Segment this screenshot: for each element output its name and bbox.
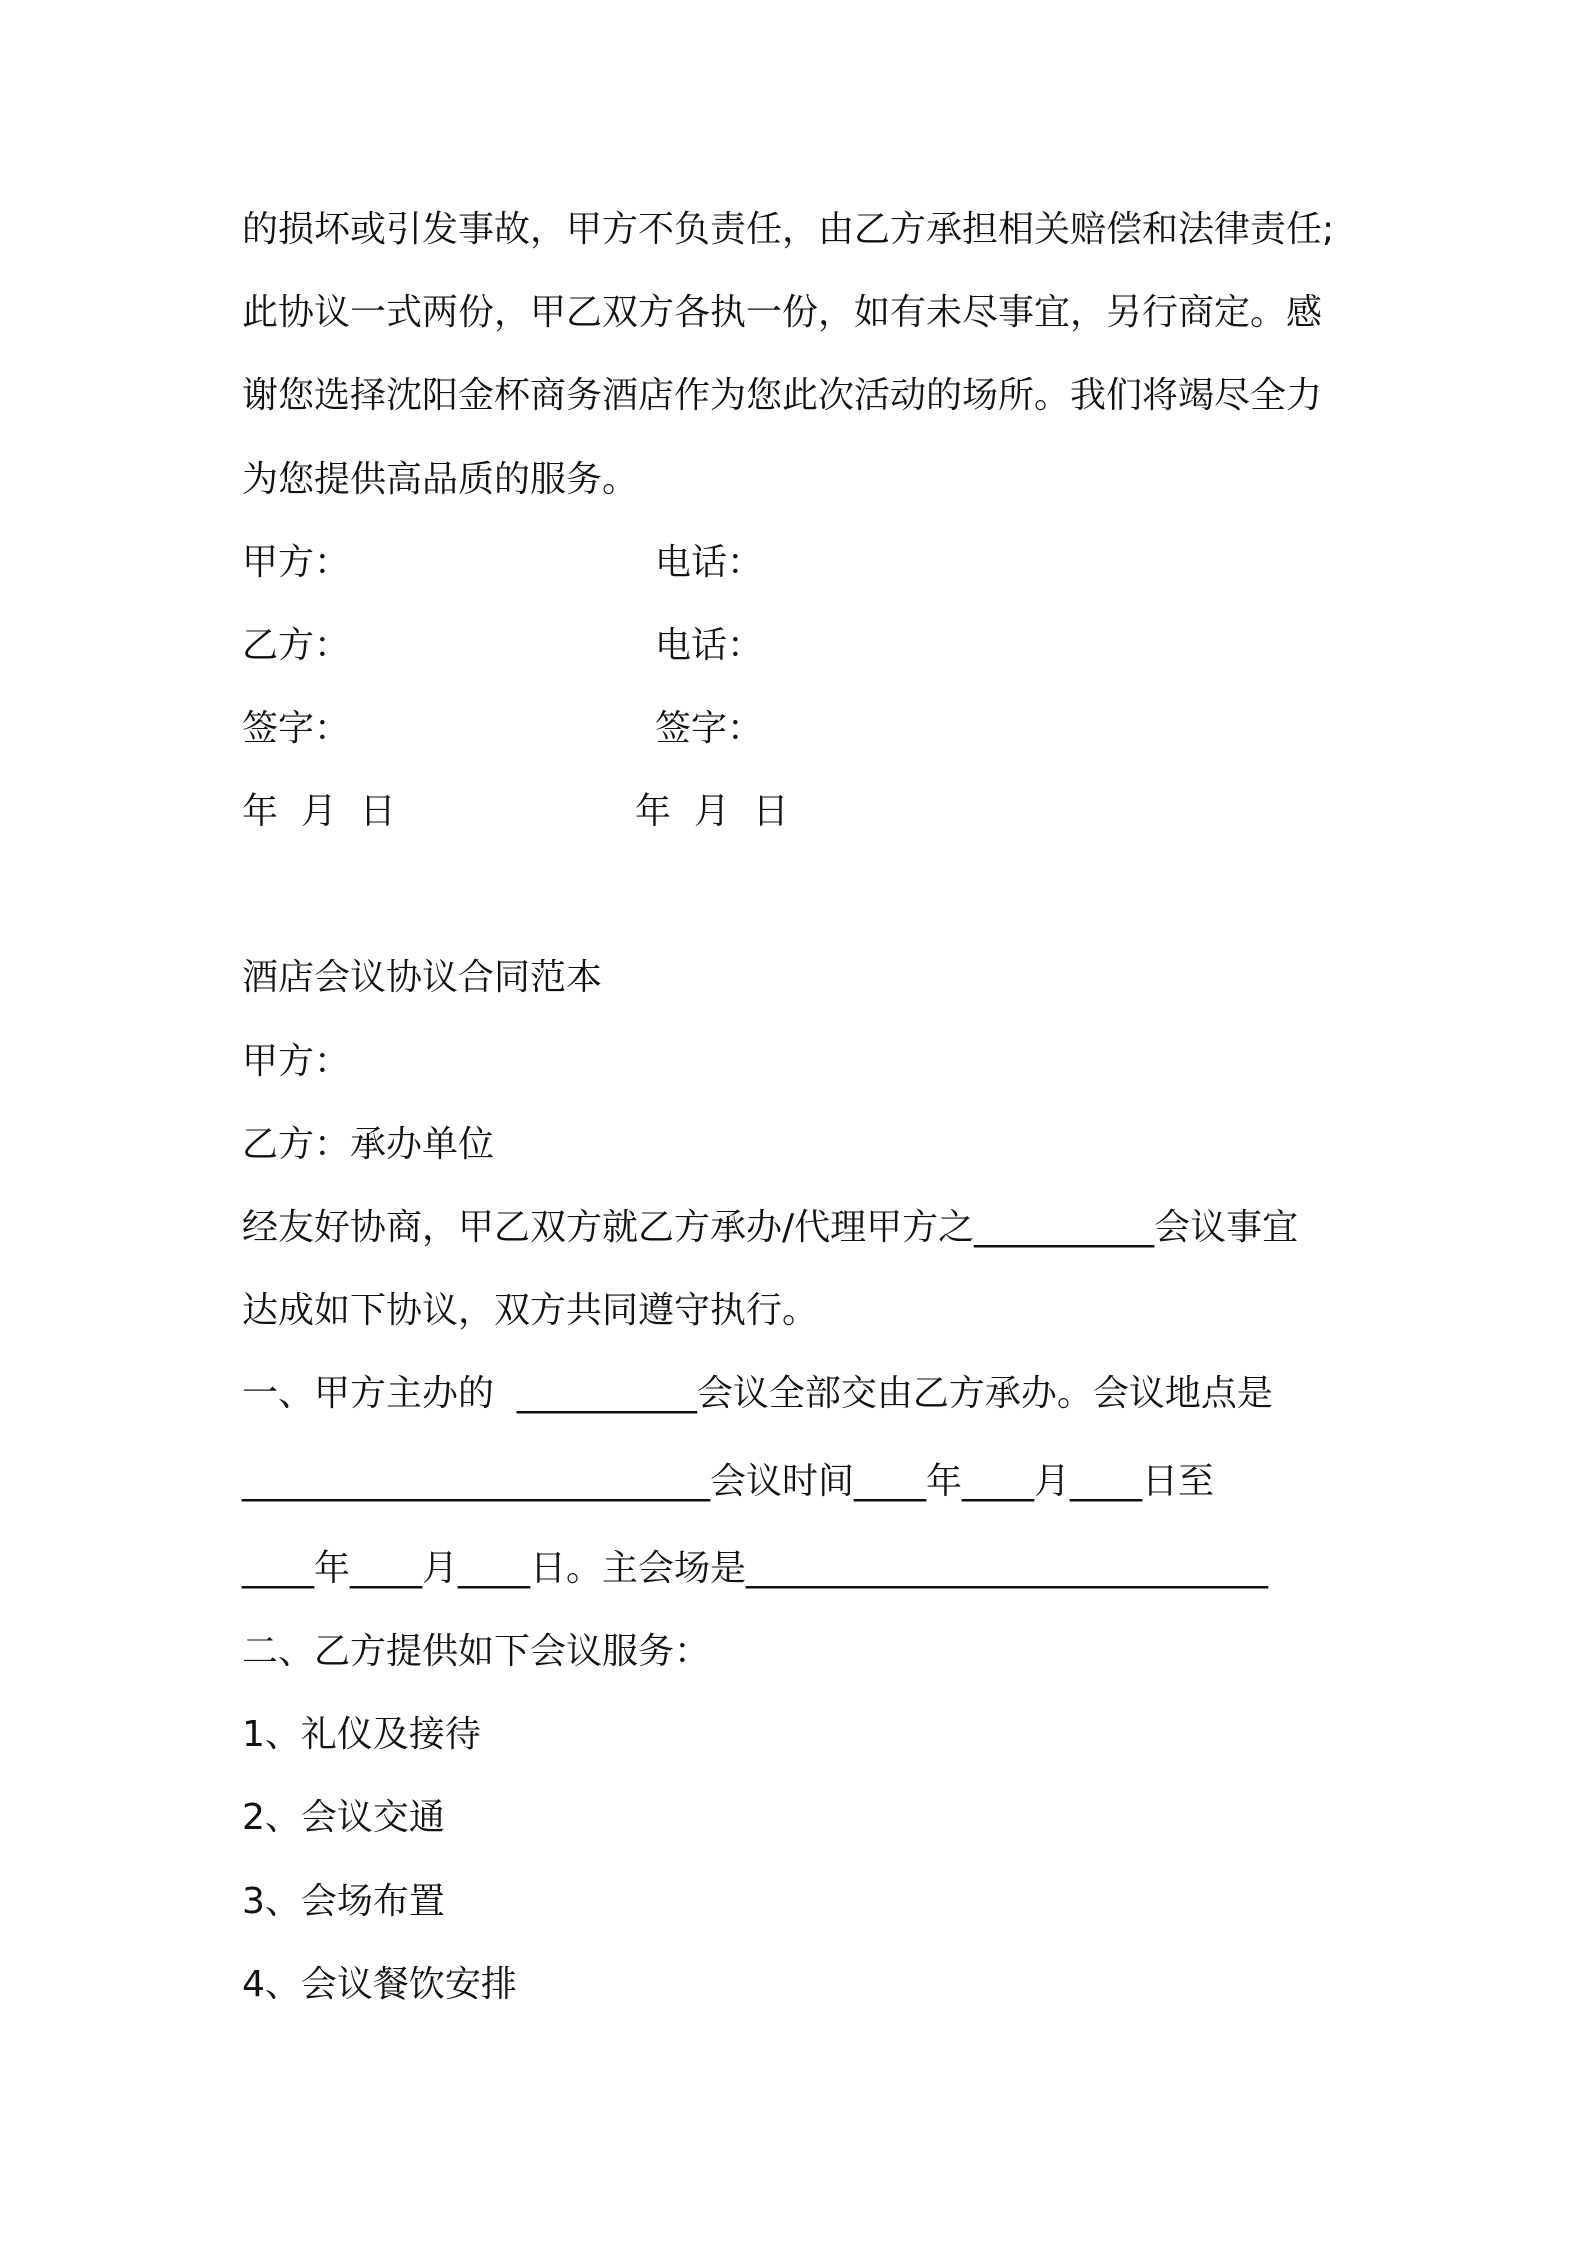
- contract-party-b: 乙方：承办单位: [242, 1124, 495, 1165]
- contract-party-a: 甲方：: [242, 1041, 351, 1082]
- contract-title: 酒店会议协议合同范本: [242, 957, 603, 998]
- signature-date-left: 年 月 日: [242, 791, 396, 832]
- contract-intro-line-1: 经友好协商，甲乙双方就乙方承办/代理甲方之__________会议事宜: [242, 1207, 1299, 1248]
- signature-party-a: 甲方：: [242, 542, 351, 583]
- signature-date-right: 年 月 日: [635, 791, 789, 832]
- service-item-1: 1、礼仪及接待: [242, 1714, 481, 1755]
- service-item-4: 4、会议餐饮安排: [242, 1964, 517, 2005]
- clause-1-line-1: 一、甲方主办的 __________会议全部交由乙方承办。会议地点是: [242, 1373, 1273, 1414]
- signature-sign-left: 签字：: [242, 708, 351, 749]
- service-item-3: 3、会场布置: [242, 1881, 445, 1922]
- clause-1-line-2: __________________________会议时间____年____月____日至: [242, 1461, 1215, 1502]
- clause-1-line-3: ____年____月____日。主会场是_____________________________: [242, 1548, 1269, 1589]
- continuation-line-2: 此协议一式两份，甲乙双方各执一份，如有未尽事宜，另行商定。感: [242, 292, 1323, 333]
- signature-phone-a: 电话：: [655, 542, 764, 583]
- continuation-line-4: 为您提供高品质的服务。: [242, 459, 639, 500]
- service-item-2: 2、会议交通: [242, 1797, 445, 1838]
- signature-party-b: 乙方：: [242, 625, 351, 666]
- continuation-line-3: 谢您选择沈阳金杯商务酒店作为您此次活动的场所。我们将竭尽全力: [242, 375, 1323, 416]
- signature-phone-b: 电话：: [655, 625, 764, 666]
- continuation-line-1: 的损坏或引发事故，甲方不负责任，由乙方承担相关赔偿和法律责任;: [242, 209, 1335, 250]
- signature-sign-right: 签字：: [655, 708, 764, 749]
- contract-intro-line-2: 达成如下协议，双方共同遵守执行。: [242, 1290, 819, 1331]
- clause-2: 二、乙方提供如下会议服务：: [242, 1631, 711, 1672]
